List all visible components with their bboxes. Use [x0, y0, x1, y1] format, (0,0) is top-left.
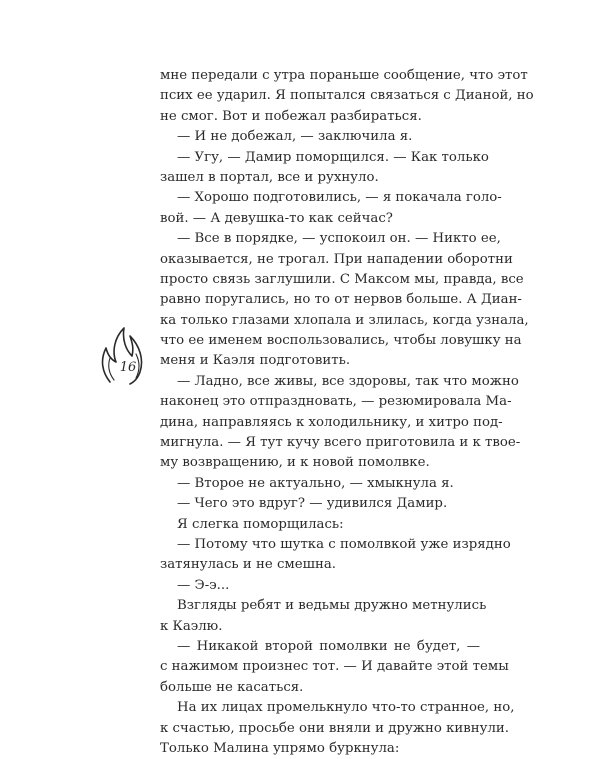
text-line: вой. — А девушка-то как сейчас? — [160, 210, 393, 226]
text-line: равно поругались, но то от нервов больше. А Диан- — [160, 292, 522, 308]
text-line: — Второе не актуально, — хмыкнула я. — [177, 475, 454, 491]
text-line: мне передали с утра пораньше сообщение, что этот — [160, 68, 528, 83]
text-line: зашел в портал, все и рухнуло. — [160, 169, 379, 185]
text-line: му возвращению, и к новой помолвке. — [160, 455, 430, 471]
text-line: На их лицах промелькнуло что-то странное, но, — [177, 700, 515, 716]
text-line: больше не касаться. — [160, 679, 304, 695]
text-line: просто связь заглушили. С Максом мы, правда, все — [160, 271, 524, 287]
text-line: с нажимом произнес тот. — И давайте этой темы — [160, 659, 509, 675]
text-line: не смог. Вот и побежал разбираться. — [160, 108, 422, 124]
text-line: — И не добежал, — заключила я. — [177, 129, 413, 145]
text-line: затянулась и не смешна. — [160, 557, 336, 573]
text-line: мигнула. — Я тут кучу всего приготовила и к твое- — [160, 435, 521, 451]
body-text — [160, 66, 534, 759]
page-folio — [96, 320, 152, 386]
text-line: — Потому что шутка с помолвкой уже изрядно — [177, 536, 511, 552]
text-line: к Каэлю. — [160, 618, 223, 634]
text-line: — Э-э... — [177, 577, 230, 593]
text-line: меня и Каэля подготовить. — [160, 353, 351, 369]
text-line: — Ладно, все живы, все здоровы, так что можно — [177, 373, 519, 389]
text-line: наконец это отпраздновать, — резюмировала Ма- — [160, 394, 512, 410]
text-line: Только Малина упрямо буркнула: — [160, 740, 400, 756]
flame-ornament-icon — [96, 320, 152, 386]
text-line: ка только глазами хлопала и злилась, когда узнала, — [160, 312, 529, 328]
text-line: — Никакой второй помолвки не будет, — — [177, 638, 480, 654]
text-line: оказывается, не трогал. При нападении оборотни — [160, 251, 513, 267]
text-line: Взгляды ребят и ведьмы дружно метнулись — [177, 598, 487, 614]
text-line: к счастью, просьбе они вняли и дружно кивнули. — [160, 720, 509, 736]
text-line: дина, направляясь к холодильнику, и хитро под- — [160, 414, 503, 430]
text-line: Я слегка поморщилась: — [177, 516, 344, 532]
text-line: что ее именем воспользовались, чтобы ловушку на — [160, 333, 522, 349]
text-line: — Все в порядке, — успокоил он. — Никто ее, — [177, 231, 501, 247]
text-line: — Чего это вдруг? — удивился Дамир. — [177, 496, 448, 512]
page-number: 16 — [119, 360, 137, 375]
text-line: псих ее ударил. Я попытался связаться с Дианой, но — [160, 88, 534, 104]
text-line: — Хорошо подготовились, — я покачала голо- — [177, 190, 502, 206]
text-line: — Угу, — Дамир поморщился. — Как только — [177, 149, 489, 165]
